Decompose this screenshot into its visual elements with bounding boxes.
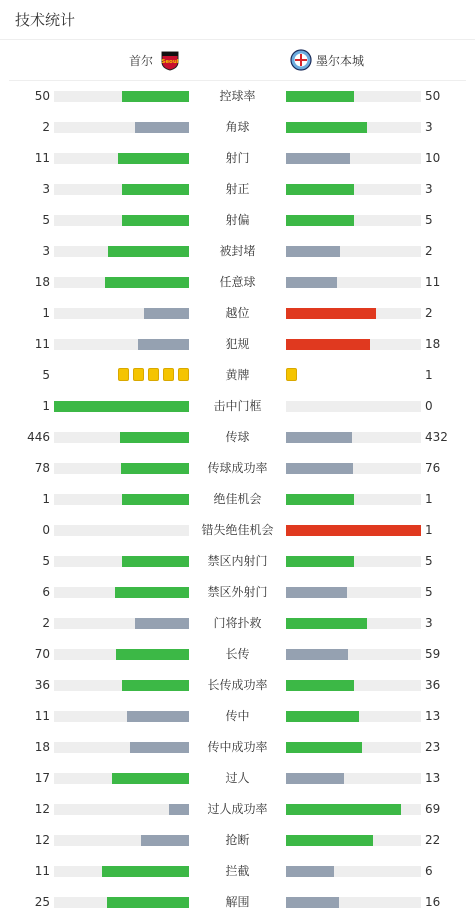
melbourne-city-logo-icon xyxy=(290,49,312,71)
away-bar-fill xyxy=(286,618,367,629)
away-bar-track xyxy=(286,432,421,443)
stat-label: 被封堵 xyxy=(219,244,256,258)
stat-row xyxy=(0,329,475,360)
home-bar-track xyxy=(54,215,189,226)
home-bar-fill xyxy=(122,91,190,102)
away-value: 50 xyxy=(425,89,441,103)
away-team[interactable] xyxy=(290,40,364,80)
stat-label: 禁区外射门 xyxy=(207,585,268,599)
away-value: 13 xyxy=(425,709,441,723)
home-value: 17 xyxy=(34,771,50,785)
stat-row xyxy=(0,453,475,484)
away-bar-track xyxy=(286,91,421,102)
home-bar-track xyxy=(54,835,189,846)
home-bar-track xyxy=(54,184,189,195)
home-bar-fill xyxy=(120,432,189,443)
away-bar-track xyxy=(286,215,421,226)
away-value: 2 xyxy=(425,244,433,258)
stat-label: 传中成功率 xyxy=(207,740,268,754)
home-bar-track xyxy=(54,866,189,877)
stat-row xyxy=(0,112,475,143)
stat-row xyxy=(0,577,475,608)
stat-label: 禁区内射门 xyxy=(207,554,268,568)
away-value: 10 xyxy=(425,151,441,165)
stat-label: 抢断 xyxy=(225,833,250,847)
yellow-card-icon xyxy=(163,368,174,381)
away-bar-track xyxy=(286,773,421,784)
home-bar-fill xyxy=(118,153,189,164)
away-value: 69 xyxy=(425,802,441,816)
home-team-name: 首尔 xyxy=(128,53,153,68)
home-bar-track xyxy=(54,587,189,598)
stat-row xyxy=(0,825,475,856)
home-bar-fill xyxy=(144,308,189,319)
stat-label: 射正 xyxy=(225,182,250,196)
stat-label: 过人成功率 xyxy=(207,802,268,816)
page-title: 技术统计 xyxy=(15,11,76,29)
home-bar-track xyxy=(54,773,189,784)
home-bar-fill xyxy=(141,835,189,846)
stat-row xyxy=(0,267,475,298)
away-yellow-cards xyxy=(286,368,297,381)
away-value: 18 xyxy=(425,337,441,351)
stat-label: 过人 xyxy=(225,771,250,785)
yellow-card-icon xyxy=(118,368,129,381)
stat-row xyxy=(0,484,475,515)
home-bar-fill xyxy=(138,339,189,350)
home-value: 446 xyxy=(27,430,50,444)
stat-row xyxy=(0,298,475,329)
home-value: 36 xyxy=(34,678,50,692)
svg-text:Seoul: Seoul xyxy=(161,59,179,65)
away-bar-track xyxy=(286,835,421,846)
home-bar-fill xyxy=(127,711,189,722)
away-bar-track xyxy=(286,122,421,133)
home-bar-track xyxy=(54,680,189,691)
home-bar-track xyxy=(54,153,189,164)
away-bar-fill xyxy=(286,184,354,195)
stats-header xyxy=(0,0,475,40)
away-bar-track xyxy=(286,866,421,877)
away-value: 36 xyxy=(425,678,441,692)
away-value: 22 xyxy=(425,833,441,847)
stats-list xyxy=(0,81,475,918)
away-bar-track xyxy=(286,556,421,567)
stat-label: 错失绝佳机会 xyxy=(201,523,274,537)
home-bar-track xyxy=(54,618,189,629)
home-bar-track xyxy=(54,432,189,443)
home-value: 11 xyxy=(34,709,50,723)
home-bar-track xyxy=(54,339,189,350)
home-value: 2 xyxy=(42,120,50,134)
stat-label: 射偏 xyxy=(225,213,250,227)
away-bar-fill xyxy=(286,277,337,288)
away-team-name: 墨尔本城 xyxy=(316,53,365,68)
away-bar-fill xyxy=(286,494,354,505)
home-bar-track xyxy=(54,308,189,319)
home-bar-fill xyxy=(108,246,189,257)
away-bar-track xyxy=(286,153,421,164)
stat-label: 门将扑救 xyxy=(213,616,262,630)
home-bar-track xyxy=(54,91,189,102)
home-bar-track xyxy=(54,122,189,133)
away-value: 5 xyxy=(425,554,433,568)
away-bar-fill xyxy=(286,308,376,319)
home-value: 5 xyxy=(42,213,50,227)
away-bar-fill xyxy=(286,215,354,226)
away-value: 432 xyxy=(425,430,448,444)
stat-row xyxy=(0,143,475,174)
away-bar-fill xyxy=(286,463,353,474)
away-bar-track xyxy=(286,649,421,660)
away-bar-fill xyxy=(286,556,354,567)
home-bar-track xyxy=(54,494,189,505)
home-value: 50 xyxy=(34,89,50,103)
away-bar-track xyxy=(286,339,421,350)
away-bar-track xyxy=(286,742,421,753)
away-bar-track xyxy=(286,246,421,257)
away-bar-fill xyxy=(286,804,401,815)
stat-label: 犯规 xyxy=(225,337,250,351)
home-value: 1 xyxy=(42,492,50,506)
away-value: 3 xyxy=(425,120,433,134)
home-value: 3 xyxy=(42,244,50,258)
stat-label: 任意球 xyxy=(219,275,256,289)
away-bar-track xyxy=(286,680,421,691)
home-value: 18 xyxy=(34,740,50,754)
home-value: 0 xyxy=(42,523,50,537)
home-bar-fill xyxy=(135,122,189,133)
away-bar-fill xyxy=(286,866,334,877)
stat-label: 长传成功率 xyxy=(207,678,268,692)
home-value: 5 xyxy=(42,368,50,382)
home-bar-track xyxy=(54,556,189,567)
home-bar-fill xyxy=(112,773,189,784)
home-bar-track xyxy=(54,804,189,815)
home-value: 5 xyxy=(42,554,50,568)
home-value: 11 xyxy=(34,337,50,351)
away-bar-fill xyxy=(286,742,362,753)
stat-label: 传中 xyxy=(225,709,250,723)
stat-label: 角球 xyxy=(225,120,250,134)
yellow-card-icon xyxy=(133,368,144,381)
away-value: 59 xyxy=(425,647,441,661)
home-bar-fill xyxy=(122,494,190,505)
away-bar-track xyxy=(286,494,421,505)
away-value: 76 xyxy=(425,461,441,475)
away-bar-fill xyxy=(286,432,352,443)
stat-row xyxy=(0,639,475,670)
away-bar-track xyxy=(286,277,421,288)
away-value: 1 xyxy=(425,492,433,506)
stat-row xyxy=(0,608,475,639)
away-bar-track xyxy=(286,587,421,598)
away-bar-track xyxy=(286,401,421,412)
away-bar-fill xyxy=(286,773,344,784)
home-value: 11 xyxy=(34,151,50,165)
home-bar-fill xyxy=(115,587,189,598)
home-value: 1 xyxy=(42,306,50,320)
away-bar-fill xyxy=(286,711,359,722)
home-bar-fill xyxy=(122,556,190,567)
stat-row xyxy=(0,422,475,453)
stat-row xyxy=(0,174,475,205)
away-bar-fill xyxy=(286,153,350,164)
home-bar-fill xyxy=(130,742,189,753)
stat-row xyxy=(0,360,475,391)
away-bar-fill xyxy=(286,587,347,598)
teams-bar xyxy=(9,40,466,81)
home-bar-fill xyxy=(107,897,189,908)
away-bar-track xyxy=(286,463,421,474)
stat-row xyxy=(0,732,475,763)
away-bar-track xyxy=(286,897,421,908)
home-bar-fill xyxy=(102,866,189,877)
home-bar-track xyxy=(54,463,189,474)
stat-row xyxy=(0,763,475,794)
home-value: 12 xyxy=(34,802,50,816)
home-bar-track xyxy=(54,246,189,257)
away-bar-fill xyxy=(286,897,339,908)
stat-row xyxy=(0,81,475,112)
stat-label: 拦截 xyxy=(225,864,250,878)
away-bar-fill xyxy=(286,649,348,660)
home-value: 78 xyxy=(34,461,50,475)
home-bar-fill xyxy=(121,463,189,474)
home-value: 2 xyxy=(42,616,50,630)
away-bar-fill xyxy=(286,122,367,133)
away-value: 5 xyxy=(425,585,433,599)
away-value: 3 xyxy=(425,616,433,630)
home-value: 18 xyxy=(34,275,50,289)
stat-label: 绝佳机会 xyxy=(213,492,262,506)
stat-label: 解围 xyxy=(225,895,250,909)
home-bar-fill xyxy=(135,618,189,629)
away-value: 2 xyxy=(425,306,433,320)
stat-label: 控球率 xyxy=(219,89,256,103)
home-bar-track xyxy=(54,401,189,412)
away-value: 11 xyxy=(425,275,441,289)
home-value: 3 xyxy=(42,182,50,196)
away-value: 5 xyxy=(425,213,433,227)
away-bar-track xyxy=(286,618,421,629)
away-value: 6 xyxy=(425,864,433,878)
away-value: 1 xyxy=(425,523,433,537)
home-value: 12 xyxy=(34,833,50,847)
away-bar-fill xyxy=(286,339,370,350)
away-value: 0 xyxy=(425,399,433,413)
home-value: 11 xyxy=(34,864,50,878)
away-bar-track xyxy=(286,184,421,195)
stat-row xyxy=(0,887,475,918)
home-bar-fill xyxy=(116,649,189,660)
home-value: 1 xyxy=(42,399,50,413)
stat-label: 黄牌 xyxy=(225,368,250,382)
stat-label: 长传 xyxy=(225,647,250,661)
home-bar-fill xyxy=(122,215,190,226)
home-bar-track xyxy=(54,711,189,722)
home-yellow-cards xyxy=(118,368,189,381)
away-bar-track xyxy=(286,711,421,722)
home-value: 70 xyxy=(34,647,50,661)
home-bar-fill xyxy=(54,401,189,412)
home-bar-track xyxy=(54,649,189,660)
stat-label: 传球 xyxy=(225,430,250,444)
away-value: 1 xyxy=(425,368,433,382)
home-value: 6 xyxy=(42,585,50,599)
away-bar-fill xyxy=(286,91,354,102)
stat-row xyxy=(0,391,475,422)
home-team[interactable] xyxy=(129,40,181,80)
stat-label: 击中门框 xyxy=(213,399,262,413)
home-bar-track xyxy=(54,897,189,908)
stat-row xyxy=(0,670,475,701)
stat-label: 射门 xyxy=(225,151,250,165)
stat-row xyxy=(0,856,475,887)
stat-row xyxy=(0,794,475,825)
stat-row xyxy=(0,236,475,267)
home-bar-track xyxy=(54,525,189,536)
away-bar-fill xyxy=(286,246,340,257)
stat-row xyxy=(0,546,475,577)
yellow-card-icon xyxy=(178,368,189,381)
away-bar-track xyxy=(286,804,421,815)
home-bar-fill xyxy=(122,680,190,691)
away-bar-fill xyxy=(286,680,354,691)
stat-row xyxy=(0,701,475,732)
yellow-card-icon xyxy=(148,368,159,381)
away-value: 16 xyxy=(425,895,441,909)
home-value: 25 xyxy=(34,895,50,909)
home-bar-fill xyxy=(169,804,189,815)
home-bar-fill xyxy=(122,184,190,195)
away-bar-track xyxy=(286,308,421,319)
away-bar-fill xyxy=(286,835,373,846)
away-bar-fill xyxy=(286,525,421,536)
stat-row xyxy=(0,515,475,546)
stat-row xyxy=(0,205,475,236)
stat-label: 越位 xyxy=(225,306,250,320)
away-value: 3 xyxy=(425,182,433,196)
stat-label: 传球成功率 xyxy=(207,461,268,475)
away-bar-track xyxy=(286,525,421,536)
away-value: 13 xyxy=(425,771,441,785)
home-bar-track xyxy=(54,277,189,288)
away-value: 23 xyxy=(425,740,441,754)
yellow-card-icon xyxy=(286,368,297,381)
fc-seoul-logo-icon xyxy=(159,49,181,71)
home-bar-track xyxy=(54,742,189,753)
home-bar-fill xyxy=(105,277,189,288)
